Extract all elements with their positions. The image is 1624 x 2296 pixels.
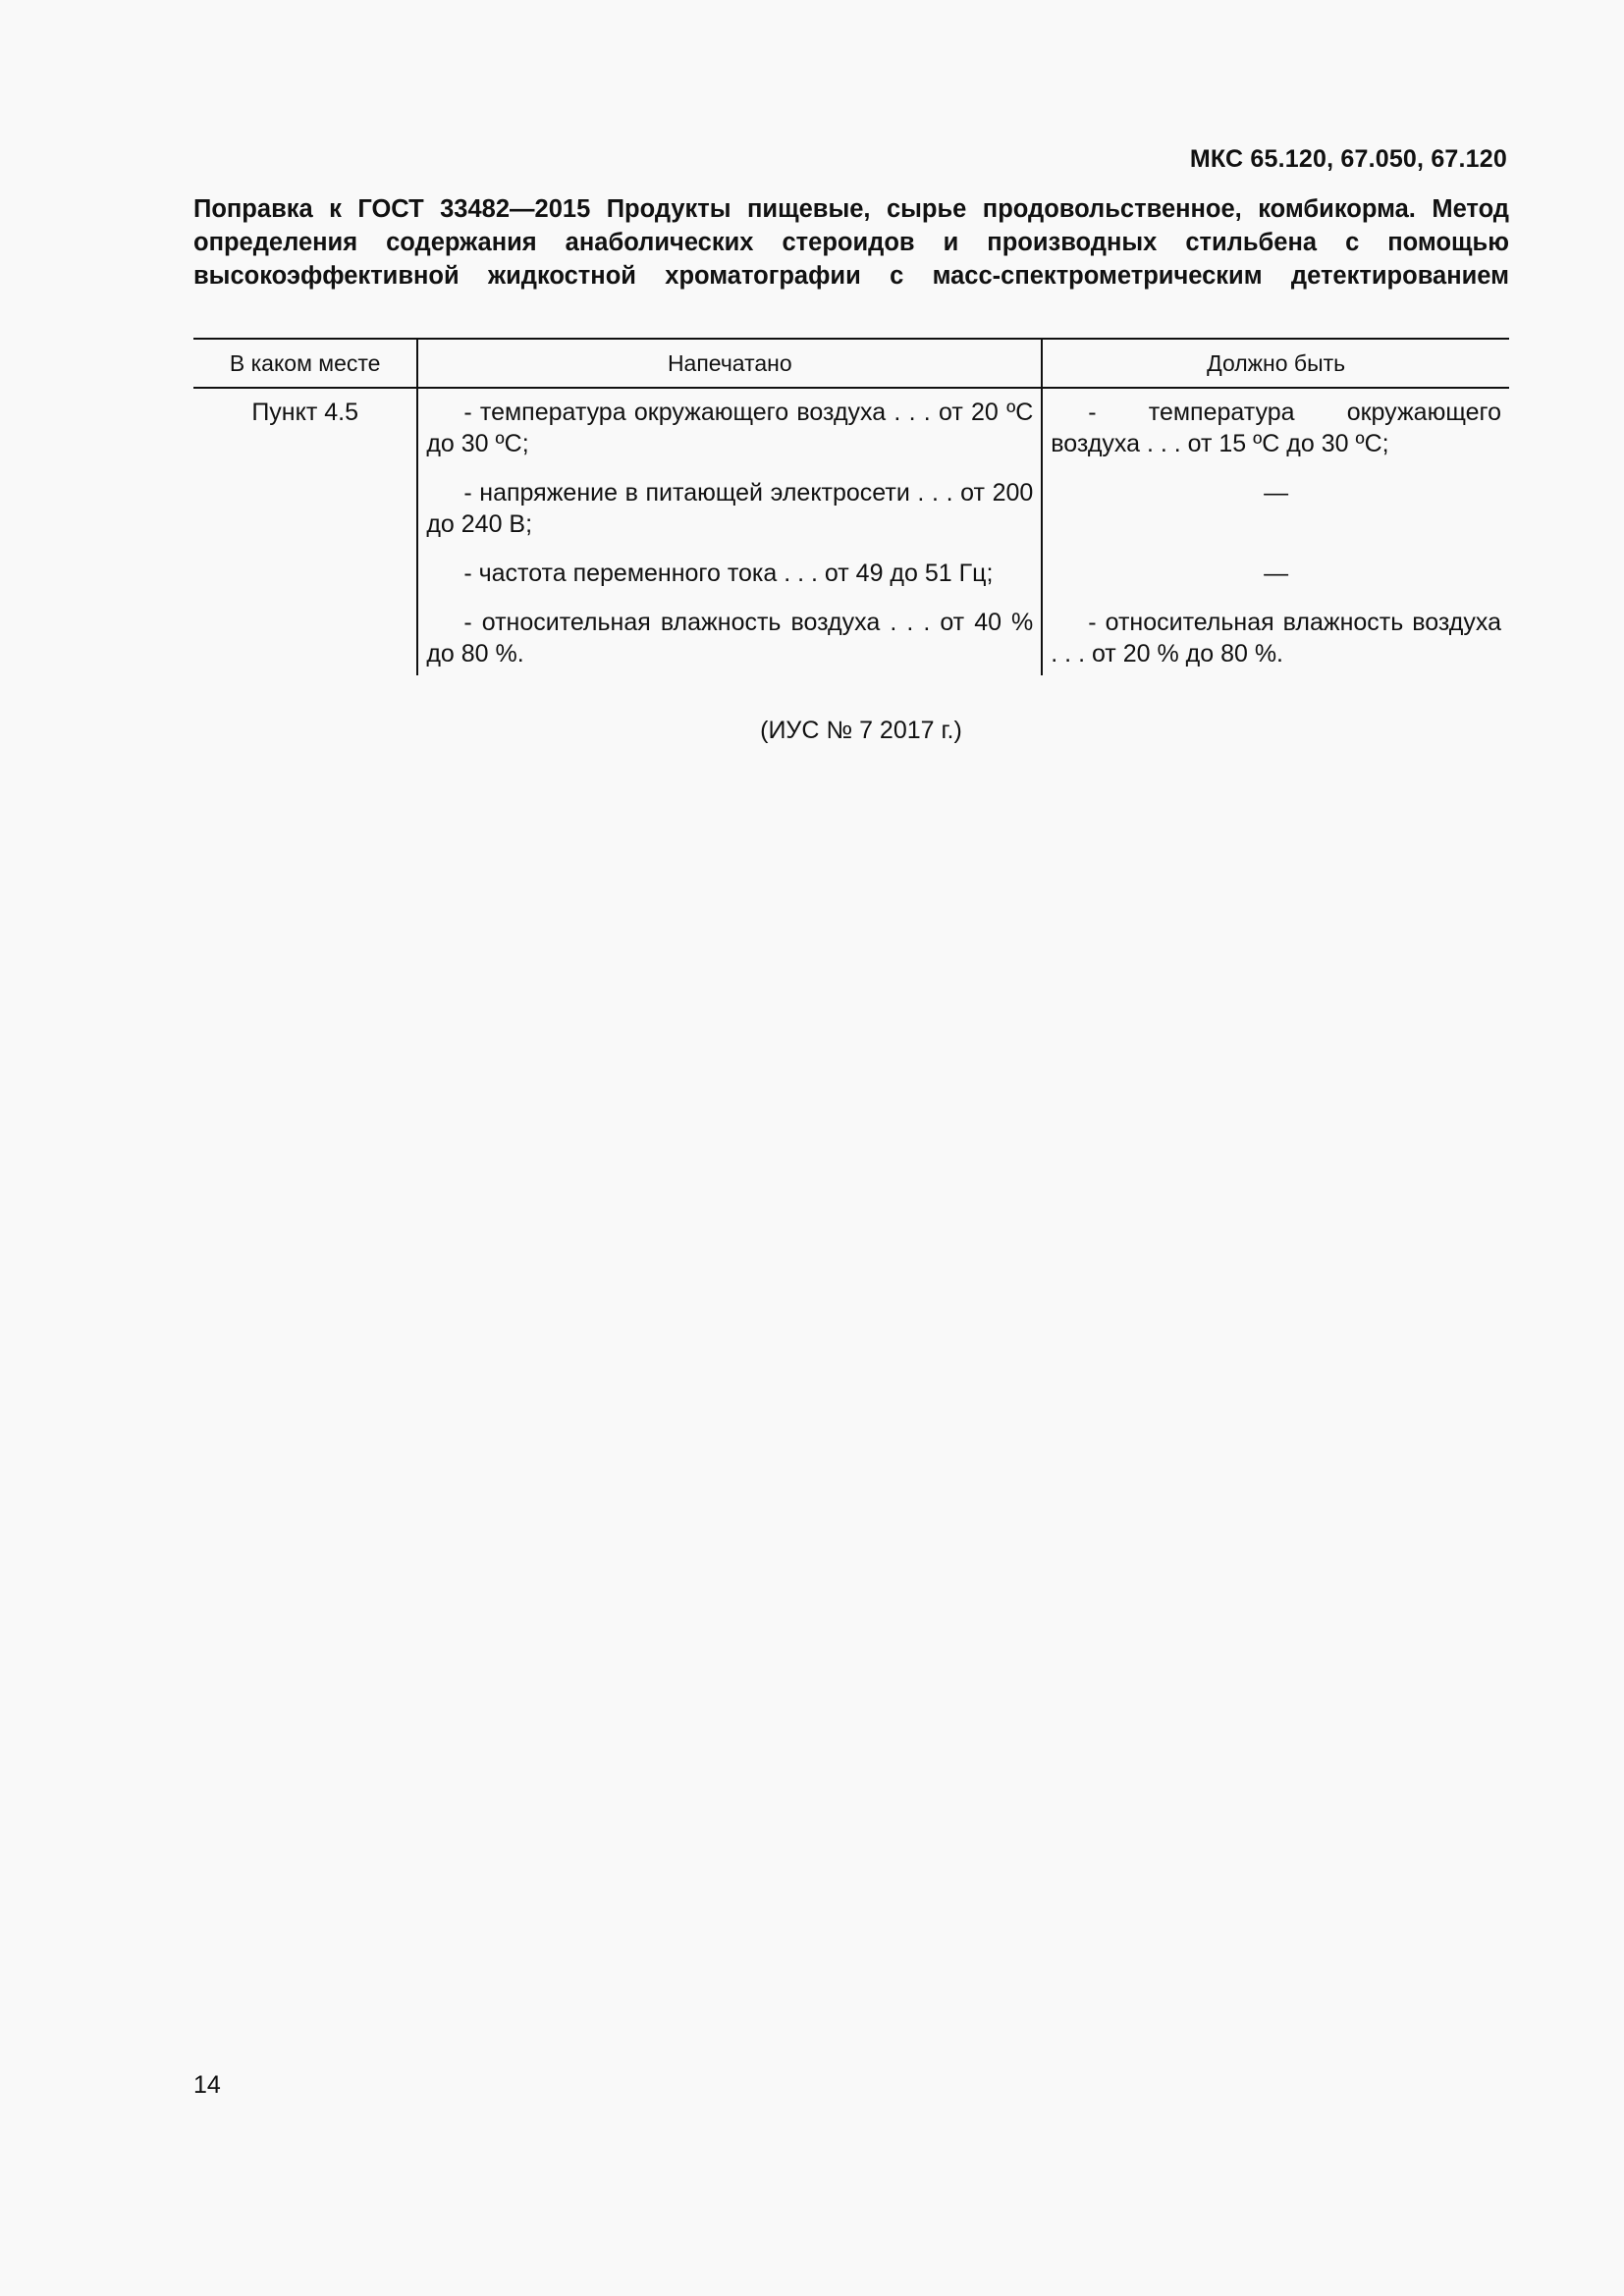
header-printed: Напечатано [417,339,1042,388]
amendment-title: Поправка к ГОСТ 33482—2015 Продукты пищевые, сырье продовольственное, комбикорма. Метод определения содержания анаболических стероидов и производных стильбена с помощью высокоэффективной жидкостной хроматографии с масс-спектрометрическим детектированием [193,195,1509,290]
table-header-row [193,339,1509,388]
table-row [193,388,1509,477]
header-should-be: Должно быть [1042,339,1509,388]
should-be-cell: - относительная влажность воздуха . . . от 20 % до 80 %. [1051,609,1501,667]
printed-cell: - температура окружающего воздуха . . . от 20 ºС до 30 ºС; [417,388,1042,477]
printed-cell: - относительная влажность воздуха . . . от 40 % до 80 %. [417,607,1042,675]
amendment-table [193,338,1509,675]
page-number: 14 [193,2071,221,2099]
classification-code: МКС 65.120, 67.050, 67.120 [1189,145,1507,173]
printed-cell: - частота переменного тока . . . от 49 до 51 Гц; [417,558,1042,607]
source-reference: (ИУС № 7 2017 г.) [760,717,962,744]
header-place: В каком месте [193,339,417,388]
should-be-cell: — [1264,479,1289,507]
place-cell: Пункт 4.5 [193,388,417,675]
should-be-cell: — [1264,560,1289,587]
printed-cell: - напряжение в питающей электросети . . . от 200 до 240 В; [417,477,1042,558]
should-be-cell: - температура окружающего воздуха . . . от 15 ºС до 30 ºС; [1051,399,1501,457]
